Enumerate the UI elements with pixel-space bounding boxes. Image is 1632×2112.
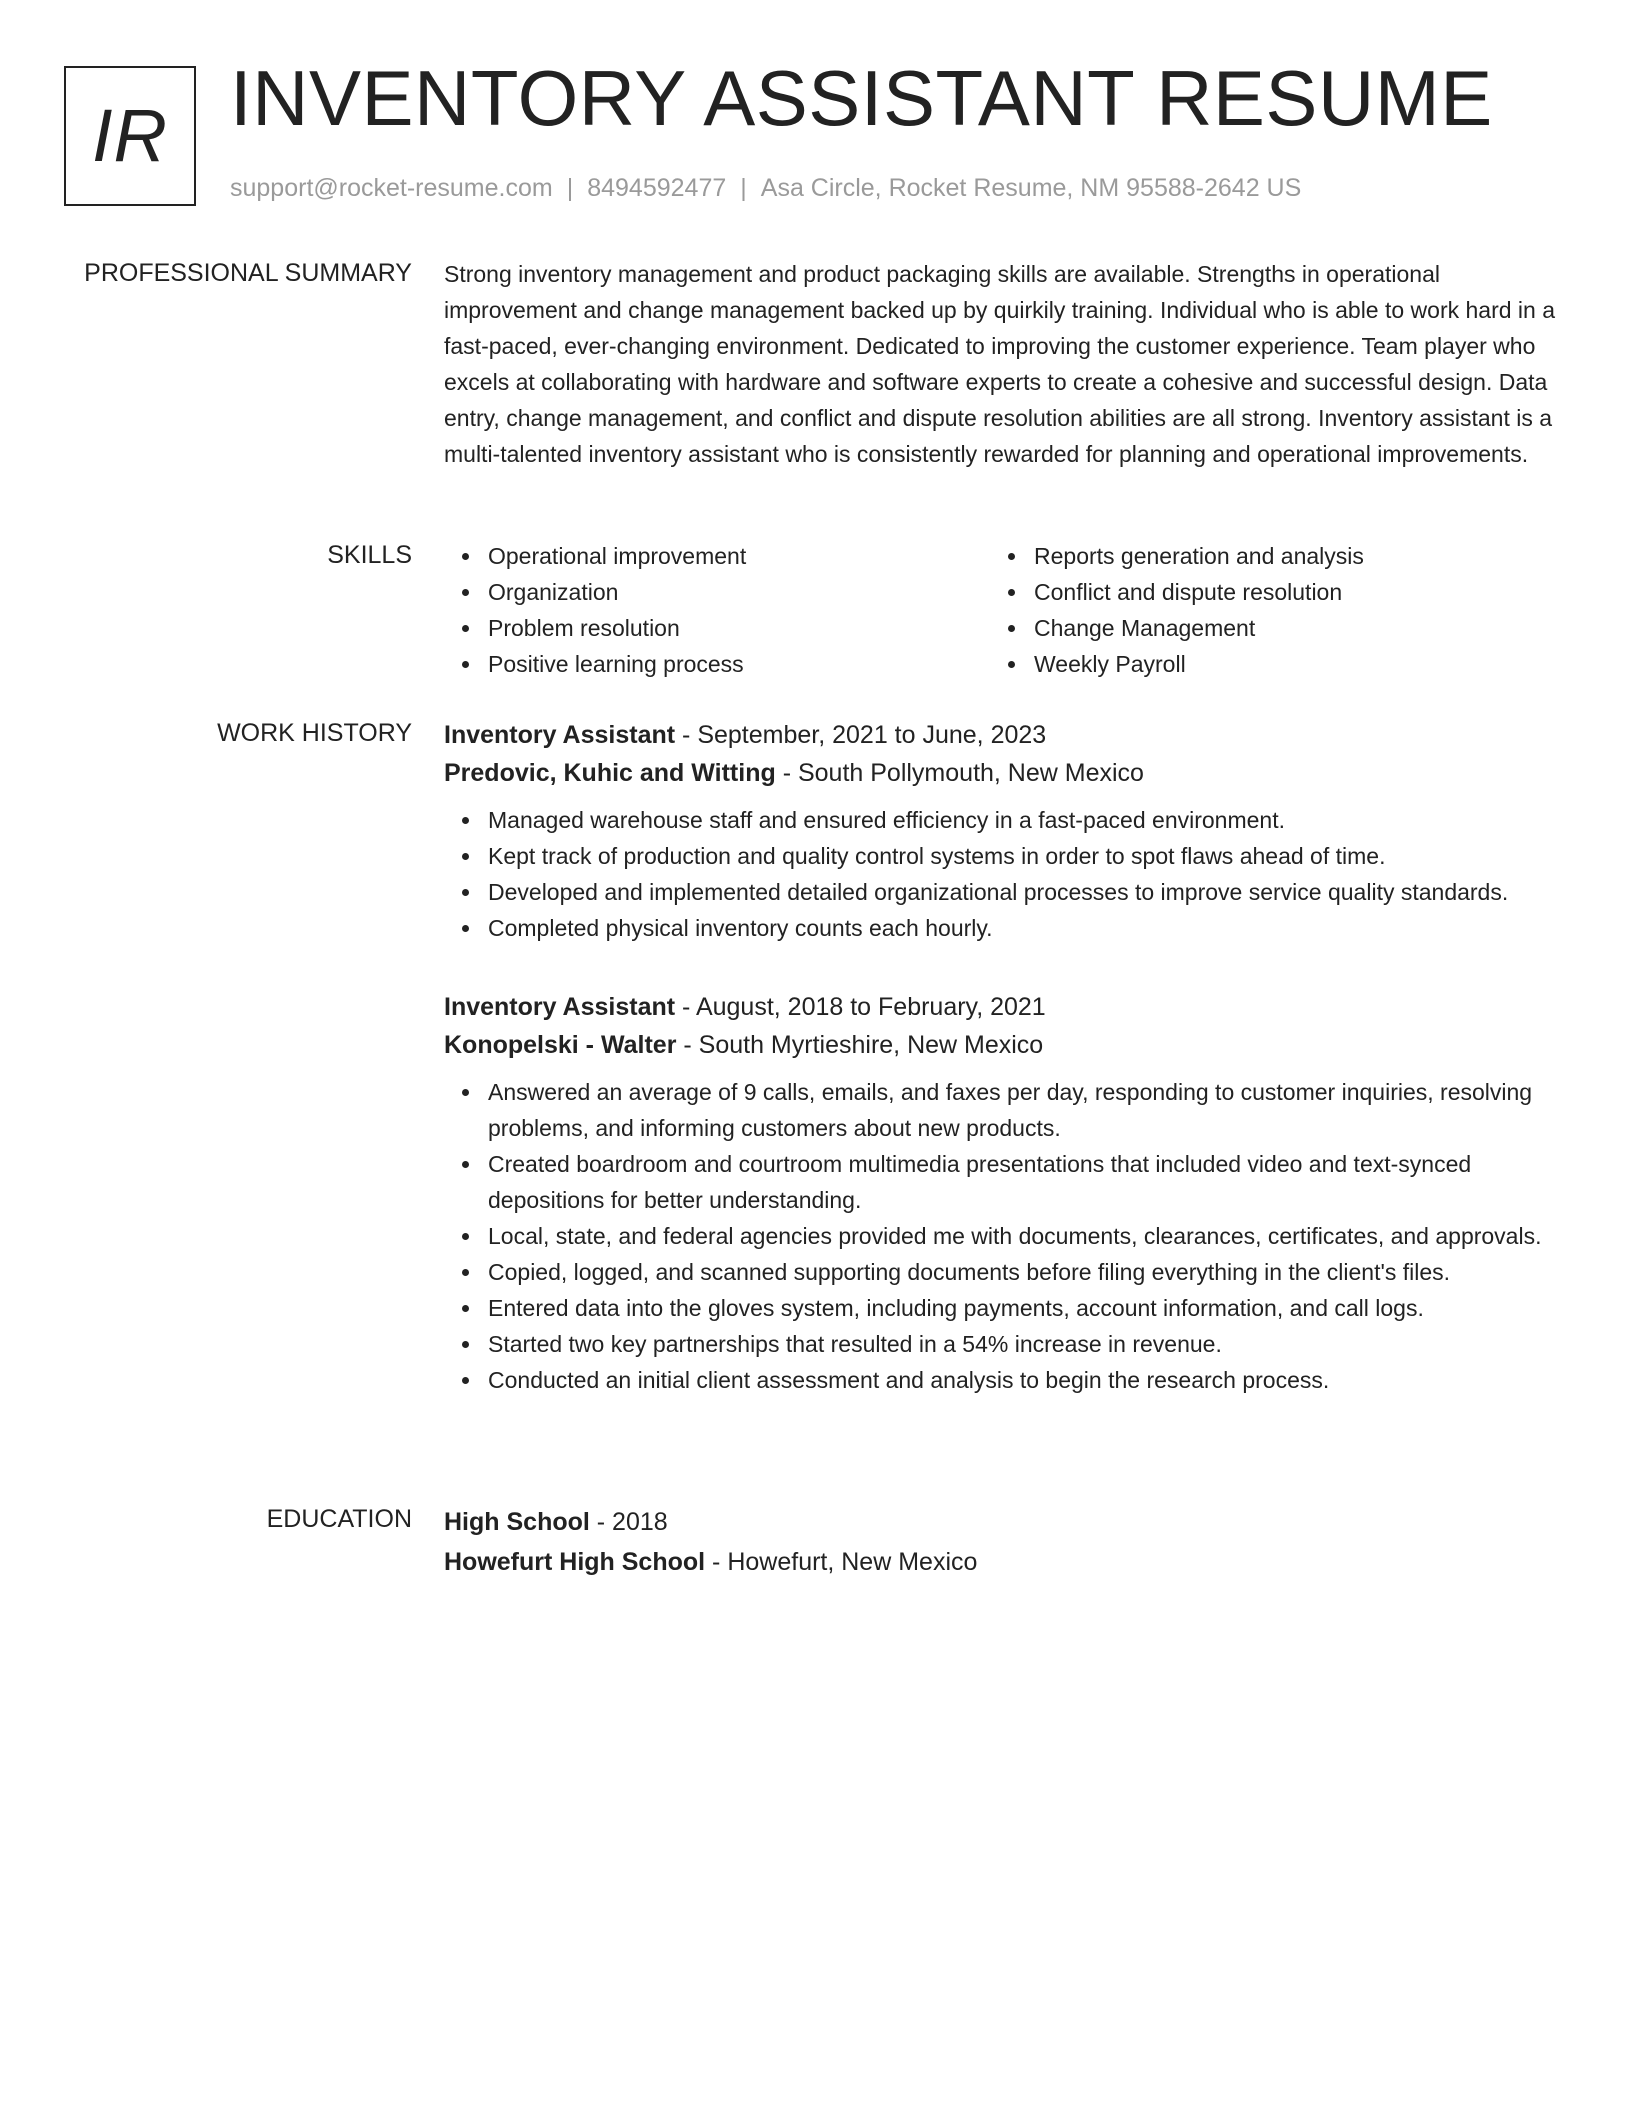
education-heading: EDUCATION <box>266 1505 412 1533</box>
job-duty-item: Kept track of production and quality control systems in order to spot flaws ahead of time. <box>488 838 1560 874</box>
contact-separator: | <box>740 174 747 202</box>
job-dates: August, 2018 to February, 2021 <box>695 993 1046 1021</box>
dash-separator: - <box>589 1508 613 1536</box>
skill-item: Problem resolution <box>488 610 990 646</box>
contact-line <box>230 172 1301 205</box>
work-history-body <box>444 716 1560 1440</box>
job-title: Inventory Assistant <box>444 993 676 1021</box>
job-duty-item: Started two key partnerships that resulted in a 54% increase in revenue. <box>488 1326 1560 1362</box>
job-duty-item: Answered an average of 9 calls, emails, and faxes per day, responding to customer inquiries, resolving problems, and informing customers about new products. <box>488 1074 1560 1146</box>
job-title-line <box>444 988 1560 1026</box>
job-location: South Pollymouth, New Mexico <box>797 759 1144 787</box>
job-entry <box>444 988 1560 1398</box>
job-company: Predovic, Kuhic and Witting <box>444 759 776 787</box>
education-school-line <box>444 1542 1560 1582</box>
skills-body <box>444 538 1560 682</box>
job-duty-item: Created boardroom and courtroom multimedia presentations that included video and text-synced depositions for better understanding. <box>488 1146 1560 1218</box>
job-dates: September, 2021 to June, 2023 <box>697 721 1047 749</box>
monogram-initials: IR <box>92 94 168 177</box>
job-duty-item: Entered data into the gloves system, including payments, account information, and call logs. <box>488 1290 1560 1326</box>
job-duty-item: Completed physical inventory counts each hourly. <box>488 910 1560 946</box>
contact-phone: 8494592477 <box>587 174 727 202</box>
summary-heading: PROFESSIONAL SUMMARY <box>84 259 412 287</box>
job-company: Konopelski - Walter <box>444 1031 677 1059</box>
job-duty-item: Conducted an initial client assessment and analysis to begin the research process. <box>488 1362 1560 1398</box>
skill-item: Reports generation and analysis <box>1034 538 1536 574</box>
job-duties-list <box>444 802 1560 946</box>
work-history-heading: WORK HISTORY <box>217 719 412 747</box>
summary-text: Strong inventory management and product packaging skills are available. Strengths in operational improvement and change management backed up by quirkily training. Individual who is able to work hard in a fast-paced, ever-changing environment. Dedicated to improving the customer experience. Team player who excels at collaborating with hardware and software experts to create a cohesive and successful design. Data entry, change management, and conflict and dispute resolution abilities are all strong. Inventory assistant is a multi-talented inventory assistant who is consistently rewarded for planning and operational improvements. <box>444 261 1556 467</box>
job-company-line <box>444 754 1560 792</box>
dash-separator: - <box>675 721 698 749</box>
skill-item: Conflict and dispute resolution <box>1034 574 1536 610</box>
education-degree-line <box>444 1502 1560 1542</box>
skill-item: Operational improvement <box>488 538 990 574</box>
job-title: Inventory Assistant <box>444 721 676 749</box>
job-duty-item: Managed warehouse staff and ensured efficiency in a fast-paced environment. <box>488 802 1560 838</box>
dash-separator: - <box>675 993 696 1021</box>
job-duty-item: Developed and implemented detailed organizational processes to improve service quality standards. <box>488 874 1560 910</box>
skills-grid <box>444 538 1560 682</box>
education-school: Howefurt High School <box>444 1548 706 1576</box>
monogram-box <box>64 66 196 206</box>
education-degree: High School <box>444 1508 590 1536</box>
job-entry <box>444 716 1560 946</box>
dash-separator: - <box>705 1548 728 1576</box>
job-title-line <box>444 716 1560 754</box>
education-year: 2018 <box>612 1508 668 1536</box>
dash-separator: - <box>775 759 798 787</box>
skill-item: Organization <box>488 574 990 610</box>
education-location: Howefurt, New Mexico <box>727 1548 978 1576</box>
job-duty-item: Local, state, and federal agencies provided me with documents, clearances, certificates, and approvals. <box>488 1218 1560 1254</box>
skills-heading: SKILLS <box>327 541 412 569</box>
skill-item: Positive learning process <box>488 646 990 682</box>
job-duty-item: Copied, logged, and scanned supporting documents before filing everything in the client's files. <box>488 1254 1560 1290</box>
job-duties-list <box>444 1074 1560 1398</box>
job-location: South Myrtieshire, New Mexico <box>698 1031 1044 1059</box>
skills-list-left <box>444 538 990 682</box>
contact-address: Asa Circle, Rocket Resume, NM 95588-2642 US <box>760 174 1302 202</box>
skill-item: Change Management <box>1034 610 1536 646</box>
contact-email: support@rocket-resume.com <box>230 174 553 202</box>
education-body <box>444 1502 1560 1582</box>
contact-separator: | <box>566 174 574 202</box>
summary-body <box>444 256 1560 472</box>
job-company-line <box>444 1026 1560 1064</box>
resume-title: INVENTORY ASSISTANT RESUME <box>230 54 1493 142</box>
dash-separator: - <box>676 1031 699 1059</box>
skill-item: Weekly Payroll <box>1034 646 1536 682</box>
skills-list-right <box>990 538 1536 682</box>
